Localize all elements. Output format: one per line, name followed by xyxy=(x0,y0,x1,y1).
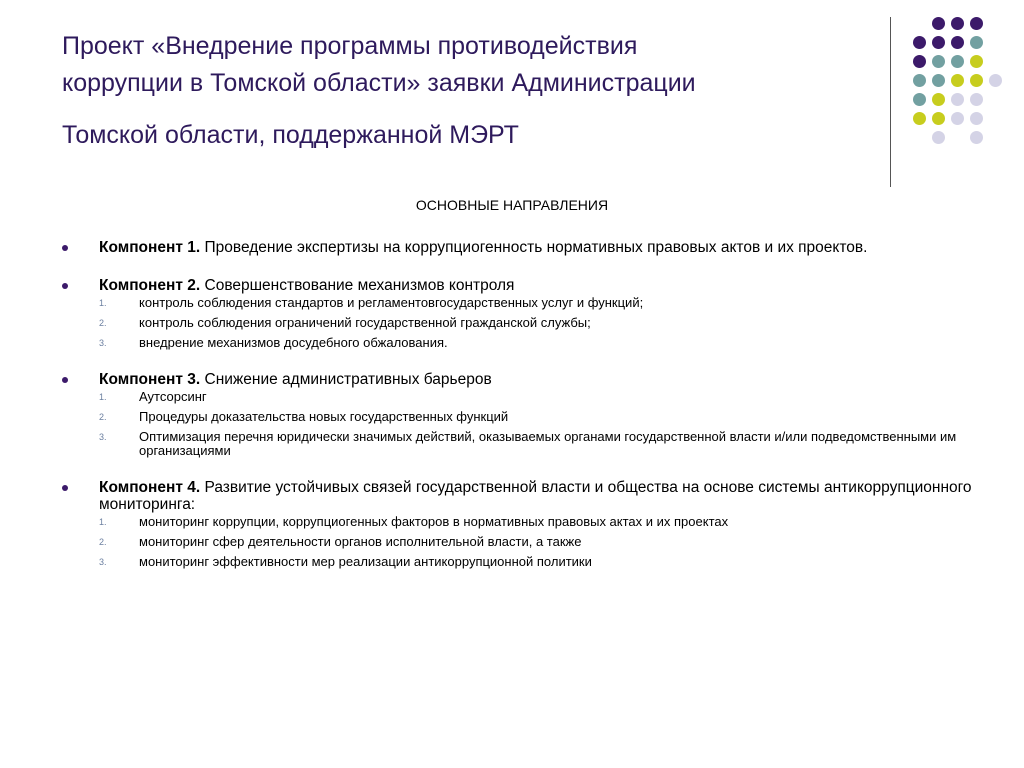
item-text: Процедуры доказательства новых государственных функций xyxy=(139,409,509,424)
decorative-dot xyxy=(951,36,964,49)
decorative-dot xyxy=(951,74,964,87)
decorative-dot xyxy=(932,112,945,125)
decorative-dot xyxy=(970,55,983,68)
decorative-dot xyxy=(970,74,983,87)
item-text: мониторинг коррупции, коррупциогенных факторов в нормативных правовых актах и их проектах xyxy=(139,514,729,529)
bullet-icon xyxy=(62,377,68,383)
decorative-dot xyxy=(932,131,945,144)
component-label: Компонент 1. xyxy=(99,239,201,256)
decorative-dot xyxy=(932,55,945,68)
item-number: 2. xyxy=(99,537,107,547)
section-heading: ОСНОВНЫЕ НАПРАВЛЕНИЯ xyxy=(415,197,609,213)
item-text: внедрение механизмов досудебного обжалования. xyxy=(139,335,448,350)
decorative-dot xyxy=(951,55,964,68)
slide-title xyxy=(62,28,862,154)
item-text: контроль соблюдения стандартов и регламентовгосударственных услуг и функций; xyxy=(139,295,644,310)
component-description: Снижение административных барьеров xyxy=(200,371,492,388)
component-text xyxy=(99,239,972,256)
component-1 xyxy=(62,239,972,256)
item-number: 3. xyxy=(99,557,107,567)
decorative-dot xyxy=(932,17,945,30)
list-item xyxy=(62,430,972,458)
list-item xyxy=(62,410,972,424)
component-label: Компонент 4. xyxy=(99,479,201,496)
decorative-dot xyxy=(951,112,964,125)
item-text: Оптимизация перечня юридически значимых действий, оказываемых органами государственной власти и/или подведомственными им организациями xyxy=(139,429,957,458)
item-number: 3. xyxy=(99,338,107,348)
item-number: 2. xyxy=(99,318,107,328)
decorative-dot xyxy=(951,17,964,30)
decorative-dot xyxy=(932,93,945,106)
component-items xyxy=(62,390,972,458)
item-text: Аутсорсинг xyxy=(139,389,207,404)
component-items xyxy=(62,296,972,350)
item-text: мониторинг эффективности мер реализации антикоррупционной политики xyxy=(139,554,592,569)
item-text: мониторинг сфер деятельности органов исполнительной власти, а также xyxy=(139,534,582,549)
item-number: 2. xyxy=(99,412,107,422)
component-label: Компонент 2. xyxy=(99,277,201,294)
item-text: контроль соблюдения ограничений государственной гражданской службы; xyxy=(139,315,591,330)
item-number: 1. xyxy=(99,392,107,402)
decorative-dot xyxy=(913,112,926,125)
list-item xyxy=(62,336,972,350)
list-item xyxy=(62,390,972,404)
decorative-dot xyxy=(970,36,983,49)
decorative-dot xyxy=(913,74,926,87)
decorative-dot xyxy=(932,36,945,49)
list-item xyxy=(62,535,972,549)
item-number: 1. xyxy=(99,298,107,308)
bullet-icon xyxy=(62,245,68,251)
components-list xyxy=(62,239,972,590)
item-number: 3. xyxy=(99,432,107,442)
list-item xyxy=(62,555,972,569)
list-item xyxy=(62,296,972,310)
component-description: Проведение экспертизы на коррупциогенность нормативных правовых актов и их проектов. xyxy=(200,239,868,256)
decorative-dot xyxy=(932,74,945,87)
decorative-dot xyxy=(913,55,926,68)
decorative-divider xyxy=(890,17,891,187)
list-item xyxy=(62,515,972,529)
title-line-3: Томской области, поддержанной МЭРТ xyxy=(62,121,519,149)
item-number: 1. xyxy=(99,517,107,527)
decorative-dot xyxy=(970,93,983,106)
component-description: Развитие устойчивых связей государственной власти и общества на основе системы антикоррупционного мониторинга: xyxy=(99,479,972,513)
decorative-dot xyxy=(913,93,926,106)
bullet-icon xyxy=(62,283,68,289)
component-text xyxy=(99,371,972,388)
list-item xyxy=(62,316,972,330)
decorative-dot xyxy=(989,74,1002,87)
component-items xyxy=(62,515,972,569)
title-line-2: коррупции в Томской области» заявки Администрации xyxy=(62,69,696,97)
decorative-dot xyxy=(913,36,926,49)
title-line-1: Проект «Внедрение программы противодействия xyxy=(62,32,638,60)
decorative-dot xyxy=(970,131,983,144)
decorative-dot xyxy=(970,112,983,125)
decorative-dot xyxy=(951,93,964,106)
component-2 xyxy=(62,277,972,350)
component-3 xyxy=(62,371,972,458)
component-description: Совершенствование механизмов контроля xyxy=(200,277,515,294)
component-4 xyxy=(62,479,972,569)
component-label: Компонент 3. xyxy=(99,371,201,388)
bullet-icon xyxy=(62,485,68,491)
decorative-dot xyxy=(970,17,983,30)
component-text xyxy=(99,277,972,294)
component-text xyxy=(99,479,972,513)
